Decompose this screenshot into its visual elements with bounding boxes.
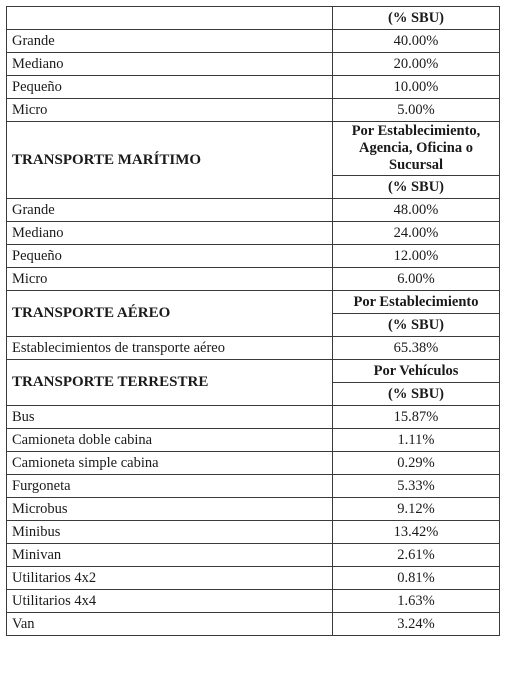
row-value: 5.00%: [333, 99, 500, 122]
row-label: Bus: [7, 406, 333, 429]
row-label: Minivan: [7, 544, 333, 567]
row-label: Establecimientos de transporte aéreo: [7, 337, 333, 360]
table-row: [7, 590, 500, 613]
unit-header: (% SBU): [333, 176, 500, 199]
section-header-row: [7, 122, 500, 176]
row-value: 2.61%: [333, 544, 500, 567]
table-row: [7, 452, 500, 475]
row-label: Camioneta simple cabina: [7, 452, 333, 475]
section-title: TRANSPORTE MARÍTIMO: [7, 122, 333, 199]
table-row: [7, 544, 500, 567]
row-value: 1.11%: [333, 429, 500, 452]
row-value: 24.00%: [333, 222, 500, 245]
row-value: 0.29%: [333, 452, 500, 475]
table-row: [7, 406, 500, 429]
row-label: Pequeño: [7, 76, 333, 99]
row-value: 9.12%: [333, 498, 500, 521]
table-row: [7, 76, 500, 99]
table-row: [7, 613, 500, 636]
basis-header: Por Establecimiento, Agencia, Oficina o Sucursal: [333, 122, 500, 176]
table-row: [7, 475, 500, 498]
row-value: 10.00%: [333, 76, 500, 99]
top-unit-header-row: [7, 7, 500, 30]
row-label: Van: [7, 613, 333, 636]
table-row: [7, 567, 500, 590]
section-title: TRANSPORTE AÉREO: [7, 291, 333, 337]
row-label: Micro: [7, 268, 333, 291]
row-value: 5.33%: [333, 475, 500, 498]
row-value: 6.00%: [333, 268, 500, 291]
section-title: TRANSPORTE TERRESTRE: [7, 360, 333, 406]
row-label: Micro: [7, 99, 333, 122]
row-value: 20.00%: [333, 53, 500, 76]
table-row: [7, 268, 500, 291]
unit-header: (% SBU): [333, 7, 500, 30]
section-header-row: [7, 360, 500, 383]
basis-header: Por Establecimiento: [333, 291, 500, 314]
row-label: Camioneta doble cabina: [7, 429, 333, 452]
row-label: Mediano: [7, 53, 333, 76]
row-value: 13.42%: [333, 521, 500, 544]
row-label: Grande: [7, 30, 333, 53]
row-label: Minibus: [7, 521, 333, 544]
table-row: [7, 53, 500, 76]
table-row: [7, 30, 500, 53]
unit-header: (% SBU): [333, 383, 500, 406]
table-row: [7, 429, 500, 452]
row-value: 12.00%: [333, 245, 500, 268]
table-row: [7, 498, 500, 521]
row-value: 48.00%: [333, 199, 500, 222]
table-row: [7, 337, 500, 360]
table-row: [7, 199, 500, 222]
unit-header: (% SBU): [333, 314, 500, 337]
row-label: Mediano: [7, 222, 333, 245]
rates-table: [6, 6, 500, 636]
row-label: Utilitarios 4x4: [7, 590, 333, 613]
table-row: [7, 222, 500, 245]
row-value: 3.24%: [333, 613, 500, 636]
row-label: Utilitarios 4x2: [7, 567, 333, 590]
table-row: [7, 521, 500, 544]
row-value: 0.81%: [333, 567, 500, 590]
row-label: Grande: [7, 199, 333, 222]
row-label: Furgoneta: [7, 475, 333, 498]
row-label: Pequeño: [7, 245, 333, 268]
row-value: 15.87%: [333, 406, 500, 429]
row-value: 65.38%: [333, 337, 500, 360]
basis-header: Por Vehículos: [333, 360, 500, 383]
row-value: 1.63%: [333, 590, 500, 613]
empty-cell: [7, 7, 333, 30]
section-header-row: [7, 291, 500, 314]
table-row: [7, 245, 500, 268]
table-row: [7, 99, 500, 122]
row-label: Microbus: [7, 498, 333, 521]
row-value: 40.00%: [333, 30, 500, 53]
